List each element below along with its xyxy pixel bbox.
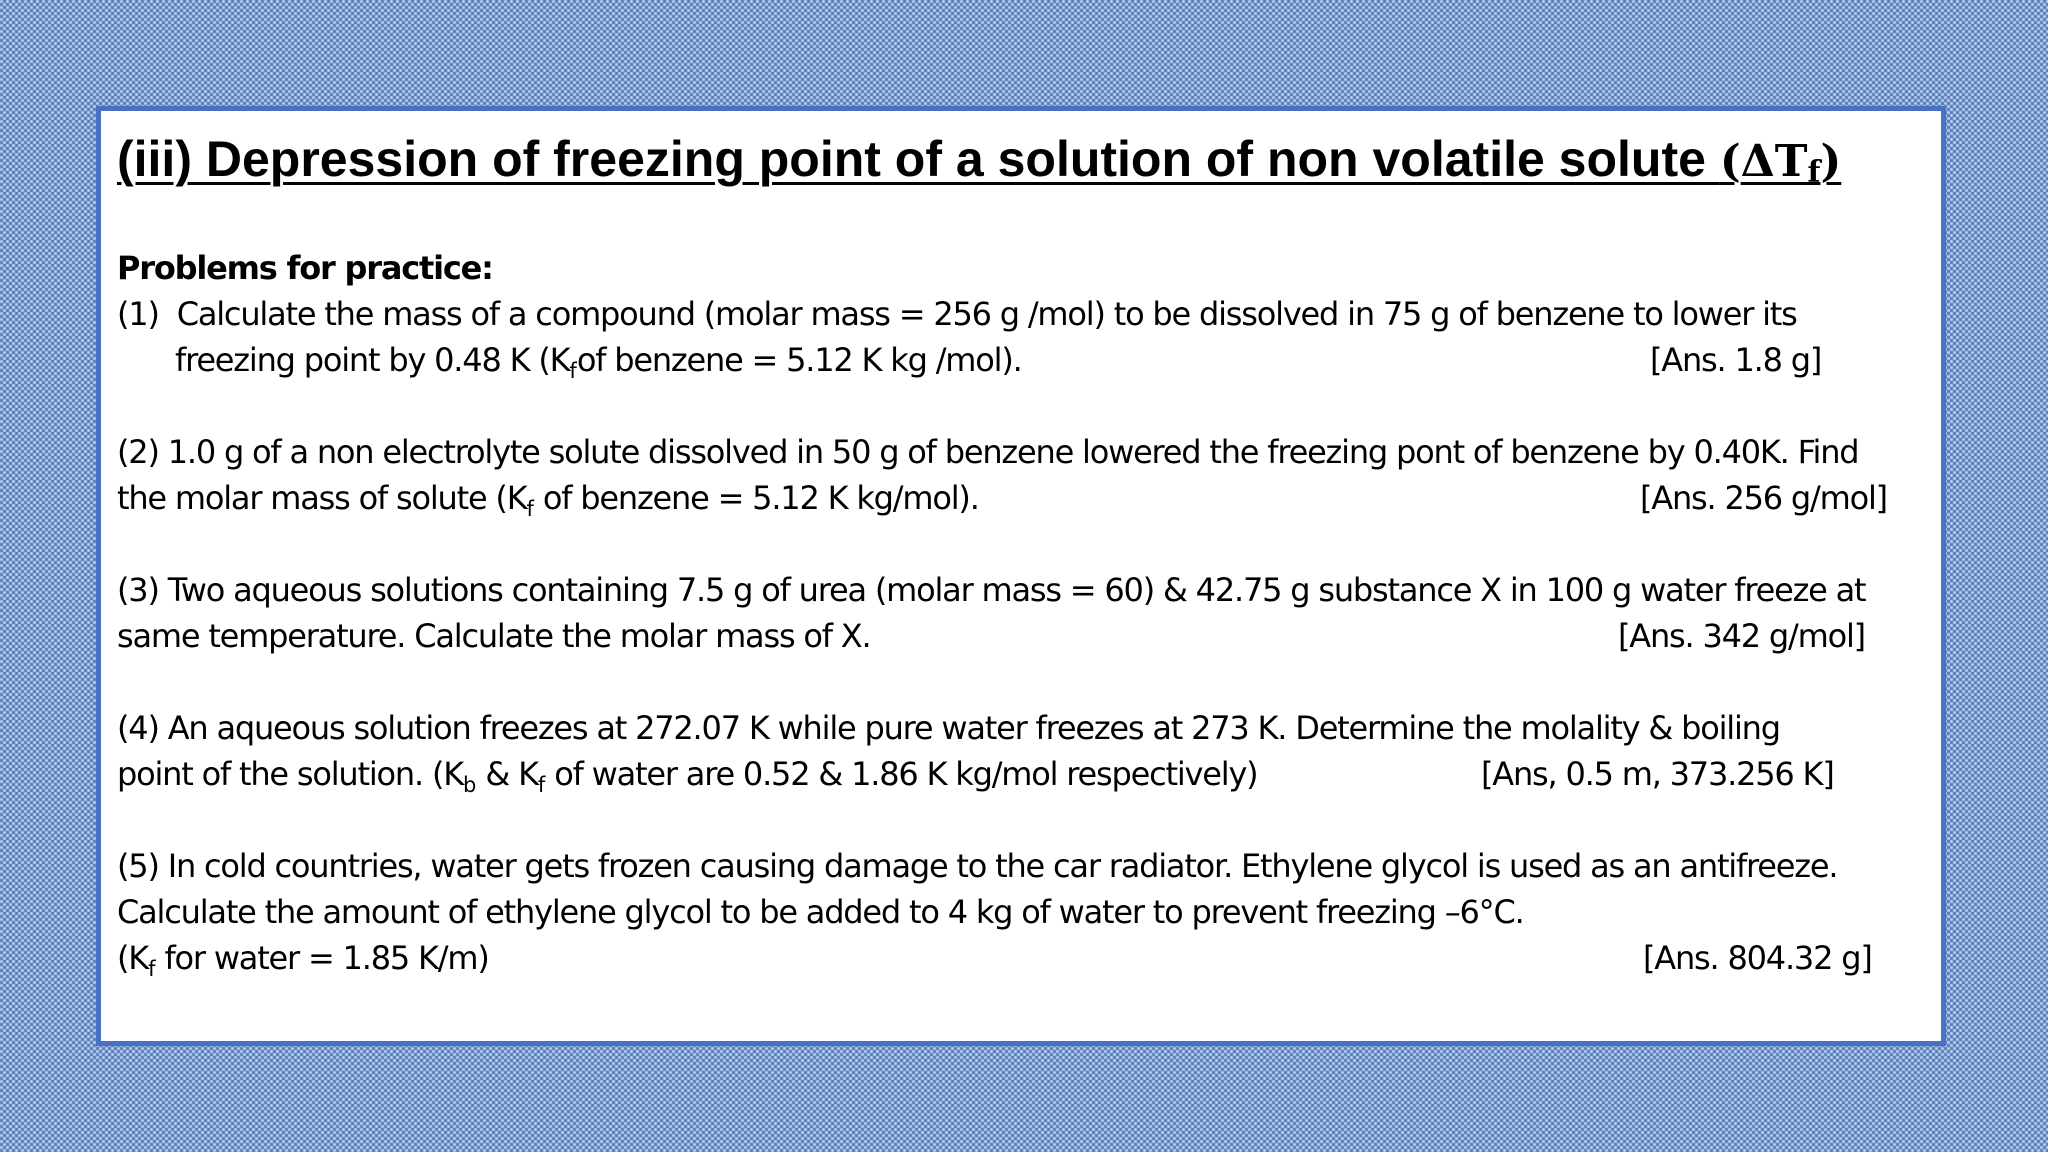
problem-1-line-1	[117, 291, 1935, 337]
problem-1-number: (1)	[117, 295, 159, 333]
problem-5-text-3b: for water = 1.85 K/m)	[155, 939, 489, 977]
problem-1-line-2	[117, 337, 1935, 383]
title-symbol	[1719, 136, 1842, 190]
problem-1-text-2b: of benzene = 5.12 K kg /mol).	[576, 341, 1022, 379]
problem-5-line-1: (5) In cold countries, water gets frozen causing damage to the car radiator. Ethylene glycol is used as an antifreeze.	[117, 847, 1838, 885]
problem-1-text-2a: freezing point by 0.48 K (K	[175, 341, 570, 379]
problem-4-line-2	[117, 751, 1935, 797]
problem-2	[117, 429, 1935, 521]
title-symbol-close: )	[1820, 136, 1842, 187]
problem-1-subscript: f	[569, 359, 577, 383]
problem-2-line-2	[117, 475, 1935, 521]
problem-4-line-1: (4) An aqueous solution freezes at 272.07 K while pure water freezes at 273 K. Determine the molality & boiling	[117, 709, 1780, 747]
problem-5	[117, 843, 1935, 981]
problem-2-text-2a: the molar mass of solute (K	[117, 479, 527, 517]
problem-2-answer: [Ans. 256 g/mol]	[1640, 479, 1887, 517]
problem-4-subscript-b: b	[463, 773, 477, 797]
problems-content	[117, 245, 1935, 981]
problem-5-line-3	[117, 935, 1935, 981]
problem-5-text-3a: (K	[117, 939, 149, 977]
title-symbol-subscript: f	[1807, 155, 1821, 190]
problem-3-line-2	[117, 613, 1935, 659]
slide-title	[117, 123, 1841, 209]
problem-3	[117, 567, 1935, 659]
title-symbol-open: (	[1719, 136, 1741, 187]
problem-1-answer: [Ans. 1.8 g]	[1650, 341, 1822, 379]
problem-1	[117, 291, 1935, 383]
problem-4-text-2b: & K	[476, 755, 538, 793]
problem-4	[117, 705, 1935, 797]
title-symbol-delta-t: ΔT	[1740, 136, 1808, 187]
problem-4-text-2c: of water are 0.52 & 1.86 K kg/mol respectively)	[545, 755, 1258, 793]
problem-4-text-2a: point of the solution. (K	[117, 755, 464, 793]
problem-3-line-1: (3) Two aqueous solutions containing 7.5 g of urea (molar mass = 60) & 42.75 g substance X in 100 g water freeze at	[117, 571, 1866, 609]
problem-3-answer: [Ans. 342 g/mol]	[1618, 617, 1865, 655]
problem-5-answer: [Ans. 804.32 g]	[1643, 939, 1872, 977]
problem-2-line-1: (2) 1.0 g of a non electrolyte solute dissolved in 50 g of benzene lowered the freezing pont of benzene by 0.40K. Find	[117, 433, 1859, 471]
problem-1-text: Calculate the mass of a compound (molar mass = 256 g /mol) to be dissolved in 75 g of benzene to lower its	[176, 295, 1797, 333]
problem-4-answer: [Ans, 0.5 m, 373.256 K]	[1481, 755, 1834, 793]
problem-2-subscript: f	[526, 497, 534, 521]
problem-2-text-2b: of benzene = 5.12 K kg/mol).	[533, 479, 979, 517]
section-heading: Problems for practice:	[117, 249, 493, 287]
title-text: (iii) Depression of freezing point of a solution of non volatile solute	[117, 131, 1706, 187]
problem-3-text-2: same temperature. Calculate the molar mass of X.	[117, 617, 871, 655]
problem-4-subscript-f: f	[537, 773, 546, 797]
problem-5-subscript: f	[148, 957, 156, 981]
problem-5-line-2: Calculate the amount of ethylene glycol to be added to 4 kg of water to prevent freezing –6°C.	[117, 893, 1524, 931]
slide-panel	[96, 106, 1946, 1046]
